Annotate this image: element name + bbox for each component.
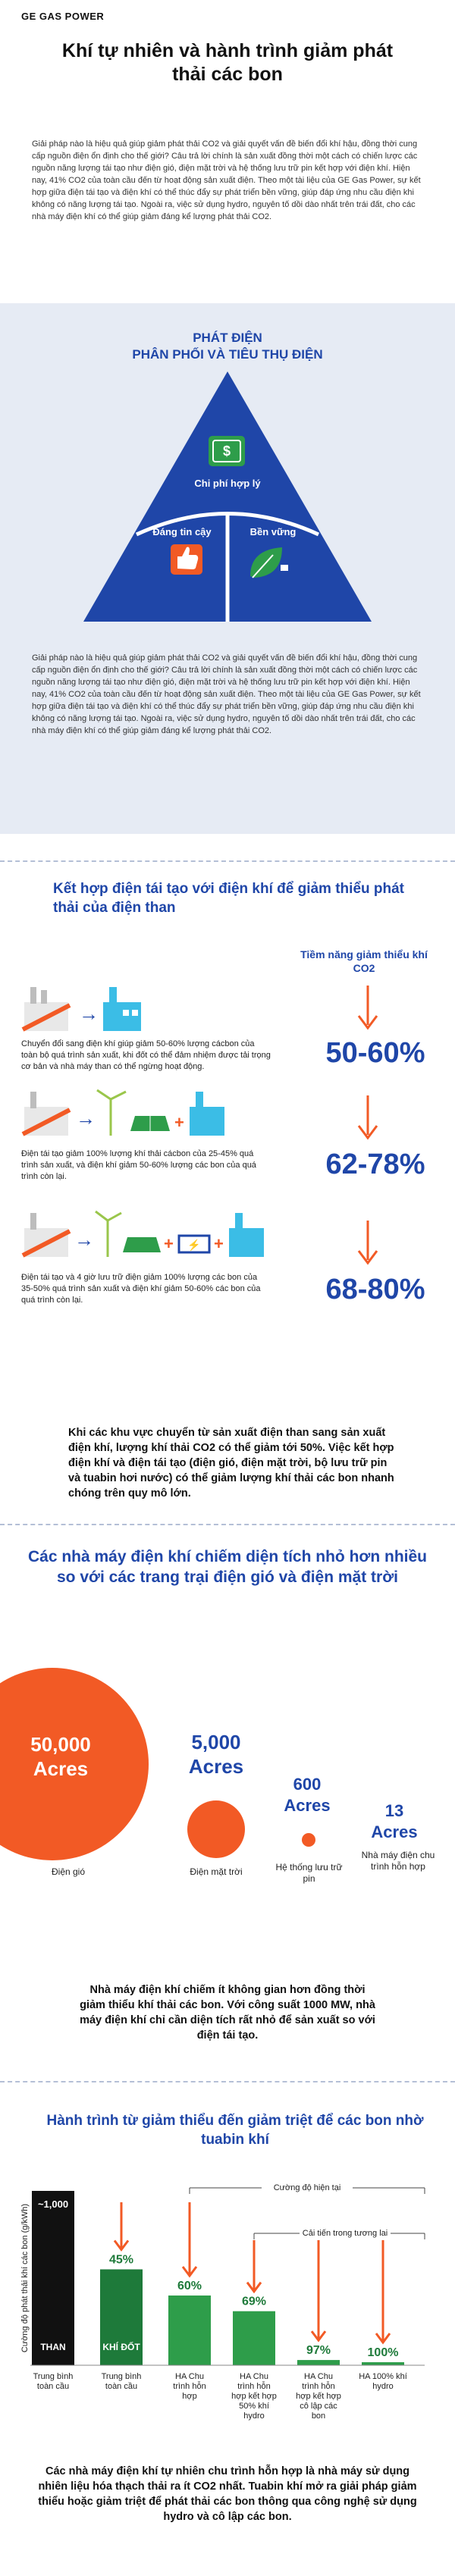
solar-area-circle [187, 1800, 245, 1858]
chart-bar [168, 2296, 211, 2365]
chart-ylabel: Cường độ phát thải khí các bon (g/kWh) [20, 2203, 30, 2353]
chart-category-label: hydro [372, 2382, 394, 2391]
battery-area-unit: Acres [284, 1796, 331, 1815]
chart-value-label: 69% [241, 2295, 267, 2308]
chart-value-label: 100% [367, 2346, 399, 2359]
solar-area-unit: Acres [188, 1755, 244, 1778]
chart-bar [32, 2191, 74, 2365]
land-note: Nhà máy điện khí chiếm ít không gian hơn đồng thời giảm thiểu khí thải các bon. Với công suất 1000 MW, nhà máy điện khí chỉ cần diện tích rất nhỏ để sản xuất so với điện tái tạo. [80, 1984, 375, 2042]
pyramid-title-line1: PHÁT ĐIỆN [193, 331, 262, 345]
wind-caption: Điện gió [51, 1866, 86, 1877]
row3-text: Điện tái tạo và 4 giờ lưu trữ điện giảm 100% lượng các bon của 35-50% quá trình sản xuất và điện khí giảm 50-60% các bon của quá trình còn lại. [21, 1273, 261, 1305]
chart-category-label: HA Chu [175, 2372, 204, 2381]
battery-area-circle [302, 1833, 315, 1847]
svg-text:$: $ [222, 443, 231, 459]
solar-panel-icon [130, 1116, 170, 1131]
arrow-right-icon: → [76, 1107, 96, 1130]
plus-icon: + [164, 1234, 174, 1253]
ccgt-area-value: 13 [384, 1801, 404, 1820]
gas-plant-icon [103, 987, 141, 1031]
chart-value-label: ~1,000 [37, 2198, 69, 2210]
hybrid-title: Kết hợp điện tái tạo với điện khí để giảm thiểu phát thải của điện than [53, 881, 405, 916]
wind-turbine-icon [97, 1090, 126, 1136]
svg-text:⚡: ⚡ [187, 1239, 201, 1251]
row2-icons [21, 1084, 271, 1137]
battery-area-value: 600 [293, 1775, 322, 1794]
chart-value-label: 97% [306, 2344, 331, 2358]
ccgt-area-label [356, 1800, 432, 1843]
chart-category-label: HA Chu [304, 2372, 333, 2381]
thumbs-up-icon [171, 544, 202, 575]
gas-plant-icon [190, 1092, 224, 1136]
row3-icons [21, 1205, 279, 1258]
arrow-right-icon: → [79, 1002, 99, 1025]
wind-area-value: 50,000 [30, 1733, 91, 1756]
arrow-right-icon: → [74, 1228, 94, 1251]
chart-category-label: cô lập các [300, 2402, 337, 2411]
pyramid-diagram [0, 356, 455, 644]
emission-chart [0, 2161, 455, 2456]
solar-area-value: 5,000 [191, 1731, 241, 1753]
journey-note: Các nhà máy điện khí tự nhiên chu trình hỗn hợp là nhà máy sử dụng nhiên liệu hóa thạch thải ra ít CO2 nhất. Tuabin khí mở ra giải pháp giảm thiểu hoặc giảm triệt để phát thải các bon thông qua công nghệ sử dụng hydro và cô lập các bon. [38, 2465, 417, 2523]
bracket-future-label: Cải tiến trong tương lai [302, 2229, 388, 2238]
pyramid-top-label: Chi phí hợp lý [194, 478, 261, 489]
row1-icons [21, 979, 271, 1033]
gas-plant-icon [229, 1213, 264, 1257]
chart-category-label: hydro [243, 2411, 265, 2421]
chart-category-label: bon [311, 2411, 326, 2421]
battery-area-label [269, 1774, 345, 1816]
potential-title: Tiềm năng giảm thiểu khí CO2 [300, 948, 428, 974]
chart-category-label: Trung bình [101, 2372, 142, 2381]
chart-value-label: 45% [108, 2253, 134, 2267]
chart-category-label: 50% khí [239, 2402, 269, 2411]
solar-panel-icon [123, 1237, 161, 1252]
pyramid-title-line2: PHÂN PHỐI VÀ TIÊU THỤ ĐIỆN [132, 347, 323, 362]
pyramid-paragraph: Giải pháp nào là hiệu quả giúp giảm phát thải CO2 và giải quyết vấn đề biến đổi khí hậu, đồng thời cung cấp nguồn điện ổn định cho thế giới? Câu trả lời chính là sản xuất đồng thời một cách có chiến lược các nguồn năng lượng tái tạo như điện gió, điện mặt trời và hệ thống lưu trữ pin kết hợp với điện khí. Hiện nay, 41% CO2 của toàn cầu đến từ hoạt động sản xuất điện. Theo một tài liệu của GE Gas Power, sự kết hợp giữa điện tái tạo và điện khí có thể thúc đẩy sự phát triển bền vững, giúp đáp ứng nhu cầu điện khi không có năng lượng tái tạo. Ngoài ra, việc sử dụng hydro, nguyên tố dồi dào nhất trên trái đất, cho các nhà máy điện khí có thể giúp giảm đáng kể lượng phát thải CO2. [32, 653, 421, 735]
chart-category-label: hợp [182, 2392, 197, 2401]
chart-category-label: Trung bình [33, 2372, 74, 2381]
pyramid-left-label: Đáng tin cậy [152, 526, 212, 537]
coal-plant-icon [23, 1092, 70, 1136]
row2-percent: 62-78% [325, 1149, 425, 1180]
chart-category-label: trình hỗn [173, 2382, 206, 2391]
divider [0, 2081, 455, 2082]
page-title: Khí tự nhiên và hành trình giảm phát thải các bon [61, 40, 394, 85]
chart-category-label: HA Chu [240, 2372, 268, 2381]
brand-logo: GE GAS POWER [21, 11, 105, 22]
wind-area-unit: Acres [33, 1757, 89, 1780]
battery-icon [179, 1236, 209, 1252]
chart-category-label: toàn cầu [36, 2382, 70, 2391]
ccgt-caption: Nhà máy điện chu trình hỗn hợp [361, 1850, 435, 1872]
divider [0, 860, 455, 862]
money-icon [209, 436, 245, 466]
ccgt-area-unit: Acres [371, 1822, 418, 1841]
plus-icon: + [174, 1113, 184, 1132]
wind-turbine-icon [96, 1211, 121, 1257]
chart-category-label: trình hỗn [237, 2382, 271, 2391]
land-title: Các nhà máy điện khí chiếm diện tích nhỏ hơn nhiều so với các trang trại điện gió và điện mặt trời [27, 1548, 427, 1586]
chart-category-label: HA 100% khí [359, 2372, 407, 2381]
row1-text: Chuyển đổi sang điện khí giúp giảm 50-60% lượng cácbon của toàn bộ quá trình sản xuất, khi đốt có thể đảm nhiệm được tải trọng cơ bản và nhà máy than có thể ngừng hoạt động. [21, 1039, 271, 1071]
down-arrow-icon [356, 986, 379, 1031]
bracket-today-label: Cường độ hiện tại [273, 2183, 341, 2192]
down-arrow-icon [356, 1221, 379, 1266]
chart-bar [297, 2360, 340, 2365]
coal-plant-icon [23, 987, 70, 1031]
wind-area-label [15, 1732, 106, 1781]
pyramid-right-label: Bền vững [249, 526, 297, 537]
down-arrow-icon [356, 1095, 379, 1141]
hybrid-note: Khi các khu vực chuyển từ sản xuất điện than sang sản xuất điện khí, lượng khí thải CO2 có thể giảm tới 50%. Việc kết hợp điện khí và điện tái tạo (điện gió, điện mặt trời, bộ lưu trữ pin và tuabin hơi nước) có thể giảm lượng khí thải các bon nhanh chóng trên quy mô lớn. [68, 1427, 394, 1500]
chart-bar [233, 2311, 275, 2365]
chart-category-label: hợp kết hợp [296, 2392, 341, 2401]
divider [0, 1524, 455, 1525]
solar-caption: Điện mặt trời [190, 1866, 243, 1877]
chart-category-label: hợp kết hợp [231, 2392, 277, 2401]
journey-title: Hành trình từ giảm thiểu đến giảm triệt để các bon nhờ tuabin khí [46, 2113, 424, 2148]
chart-bar-inner-label: KHÍ ĐỐT [102, 2342, 140, 2352]
chart-category-label: trình hỗn [302, 2382, 335, 2391]
intro-paragraph: Giải pháp nào là hiệu quả giúp giảm phát thải CO2 và giải quyết vấn đề biến đổi khí hậu, đồng thời cung cấp nguồn điện ổn định cho thế giới? Câu trả lời chính là sản xuất đồng thời một cách có chiến lược các nguồn năng lượng tái tạo như điện gió, điện mặt trời và hệ thống lưu trữ pin kết hợp với điện khí. Hiện nay, 41% CO2 của toàn cầu đến từ hoạt động sản xuất điện. Theo một tài liệu của GE Gas Power, sự kết hợp giữa điện tái tạo và điện khí có thể thúc đẩy sự phát triển bền vững, giúp đáp ứng nhu cầu điện khi không có năng lượng tái tạo. Ngoài ra, việc sử dụng hydro, nguyên tố dồi dào nhất trên trái đất, cho các nhà máy điện khí có thể giúp giảm đáng kể lượng phát thải CO2. [32, 139, 421, 221]
row1-percent: 50-60% [325, 1037, 425, 1069]
chart-bar [362, 2362, 404, 2365]
battery-caption: Hệ thống lưu trữ pin [275, 1862, 343, 1884]
row3-percent: 68-80% [325, 1274, 425, 1305]
plus-icon: + [214, 1234, 224, 1253]
solar-area-label [174, 1730, 258, 1778]
chart-value-label: 60% [177, 2280, 202, 2292]
chart-bar-inner-label: THAN [40, 2342, 66, 2352]
row2-text: Điện tái tạo giảm 100% lượng khí thải cácbon của 25-45% quá trình sản xuất, và điện khí giảm 50-60% lượng các bon của quá trình còn lại. [21, 1149, 256, 1181]
coal-plant-icon [23, 1213, 70, 1257]
chart-category-label: toàn cầu [105, 2382, 138, 2391]
